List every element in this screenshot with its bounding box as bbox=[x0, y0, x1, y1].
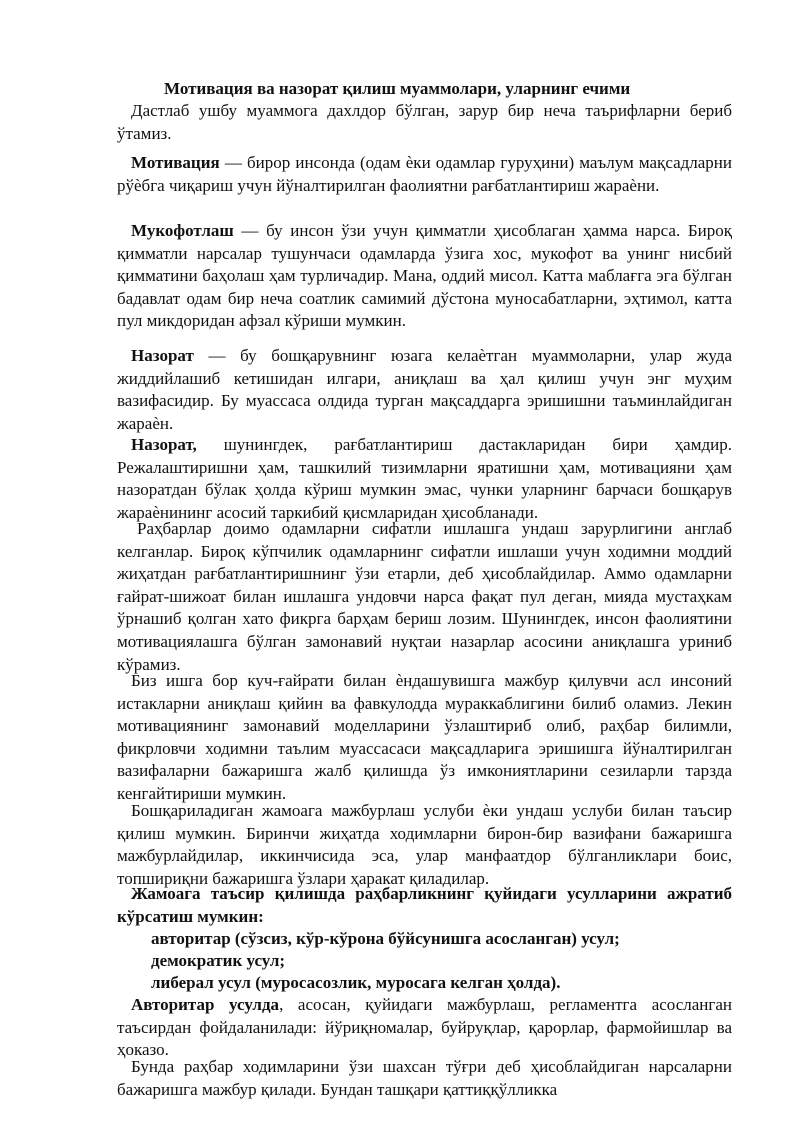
control2-term: Назорат, bbox=[131, 435, 197, 454]
effort-text: Биз ишга бор куч-ғайрати билан ѐндашувишга мажбур қилувчи асл инсоний истакларни аниқлаш қийин ва фавкулодда мураккаблигини билиб оламиз. Лекин мотивациянинг замонавий моделларини ўзлаштириб олиб, раҳбар билимли, фикрловчи ходимни таълим муассасаси мақсадларига эришишга йўналтирилган вазифаларни бажаришга жалб қилишда ўз имкониятларини сезиларли тарзда кенгайтириши мумкин. bbox=[117, 671, 732, 803]
last-paragraph bbox=[117, 1056, 732, 1101]
control-paragraph bbox=[117, 345, 732, 435]
leaders-text: Раҳбарлар доимо одамларни сифатли ишлашга ундаш зарурлигини англаб келганлар. Бироқ кўпчилик одамларнинг сифатли ишлаши учун ходимни моддий жиҳатдан рағбатлантиришнинг ўзи етарли, деб ҳисоблайдилар. Аммо одамларни ғайрат-шижоат билан ишлашга ундовчи нарса фақат пул деган, мияда мустаҳкам ўрнашиб қолган хато фикрга барҳам бериш лозим. Шунингдек, инсон фаолиятини мотивациялашга бўлган замонавий нуқтаи назарлар асосини аниқлашга уриниб кўрамиз. bbox=[117, 519, 732, 674]
control2-text: шунингдек, рағбатлантириш дастакларидан бири ҳамдир. Режалаштиришни ҳам, ташкилий тизимларни яратишни ҳам, мотивацияни ҳам назоратдан бўлак ҳолда кўриш мумкин эмас, чунки уларнинг барчаси бошқарув жараѐнининг асосий таркибий қисмларидан ҳисобланади. bbox=[117, 435, 732, 522]
control-term: Назорат bbox=[131, 346, 194, 365]
managed-text: Бошқариладиган жамоага мажбурлаш услуби ѐки ундаш услуби билан таъсир қилиш мумкин. Биринчи жиҳатда ходимларни бирон-бир вазифани бажаришга мажбурлайдилар, иккинчисида эса, улар манфаатдор бўлганликлари боис, топшириқни бажаришга ўзлари ҳаракат қиладилар. bbox=[117, 801, 732, 888]
reward-term: Мукофотлаш bbox=[131, 221, 234, 240]
motivation-term: Мотивация bbox=[131, 153, 220, 172]
authoritarian-paragraph bbox=[117, 994, 732, 1062]
last-text: Бунда раҳбар ходимларини ўзи шахсан тўғри деб ҳисоблайдиган нарсаларни бажаришга мажбур қилади. Бундан ташқари қаттиққўлликка bbox=[117, 1057, 732, 1099]
intro-text: Дастлаб ушбу муаммога дахлдор бўлган, зарур бир неча таърифларни бериб ўтамиз. bbox=[117, 101, 732, 143]
authoritarian-text: , асосан, қуйидаги мажбурлаш, регламентга асосланган таъсирдан фойдаланилади: йўриқномалар, буйруқлар, қарорлар, фармойишлар ва ҳоказо. bbox=[117, 995, 732, 1060]
managed-paragraph bbox=[117, 800, 732, 890]
control2-paragraph bbox=[117, 434, 732, 524]
effort-paragraph bbox=[117, 670, 732, 806]
style-item-liberal: либерал усул (муросасозлик, муросага келган ҳолда). bbox=[151, 973, 561, 992]
motivation-paragraph bbox=[117, 152, 732, 197]
style-item-authoritarian: авторитар (сўзсиз, кўр-кўрона бўйсунишга асосланган) усул; bbox=[151, 929, 620, 948]
styles-heading: Жамоага таъсир қилишда раҳбарликнинг қуйидаги усулларини ажратиб кўрсатиш мумкин: bbox=[117, 884, 732, 926]
document-title: Мотивация ва назорат қилиш муаммолари, уларнинг ечими bbox=[164, 79, 631, 98]
intro-paragraph bbox=[117, 100, 732, 145]
leaders-paragraph bbox=[117, 518, 732, 676]
authoritarian-term: Авторитар усулда bbox=[131, 995, 280, 1014]
reward-definition: — бу инсон ўзи учун қимматли ҳисоблаган ҳамма нарса. Бироқ қимматли нарсалар тушунчаси одамларда ўзига хос, мукофот ва унинг нисбий қимматини баҳолаш ҳам турличадир. Мана, оддий мисол. Катта маблағга эга бўлган бадавлат одам бир неча соатлик самимий дўстона муносабатларни, эҳтимол, катта пул микдоридан афзал кўриши мумкин. bbox=[117, 221, 732, 331]
motivation-definition: — бирор инсонда (одам ѐки одамлар гуруҳини) маълум мақсадларни рўѐбга чиқариш учун йўналтирилган фаолиятни рағбатлантириш жараѐни. bbox=[117, 153, 732, 195]
control-definition: — бу бошқарувнинг юзага келаѐтган муаммоларни, улар жуда жиддийлашиб кетишидан илгари, аниқлаш ва ҳал қилиш учун энг муҳим вазифасидир. Бу муассаса олдида турган мақсаддарга эришишни таъминлайдиган жараѐн. bbox=[117, 346, 732, 433]
style-item-democratic: демократик усул; bbox=[151, 951, 286, 970]
reward-paragraph bbox=[117, 220, 732, 333]
